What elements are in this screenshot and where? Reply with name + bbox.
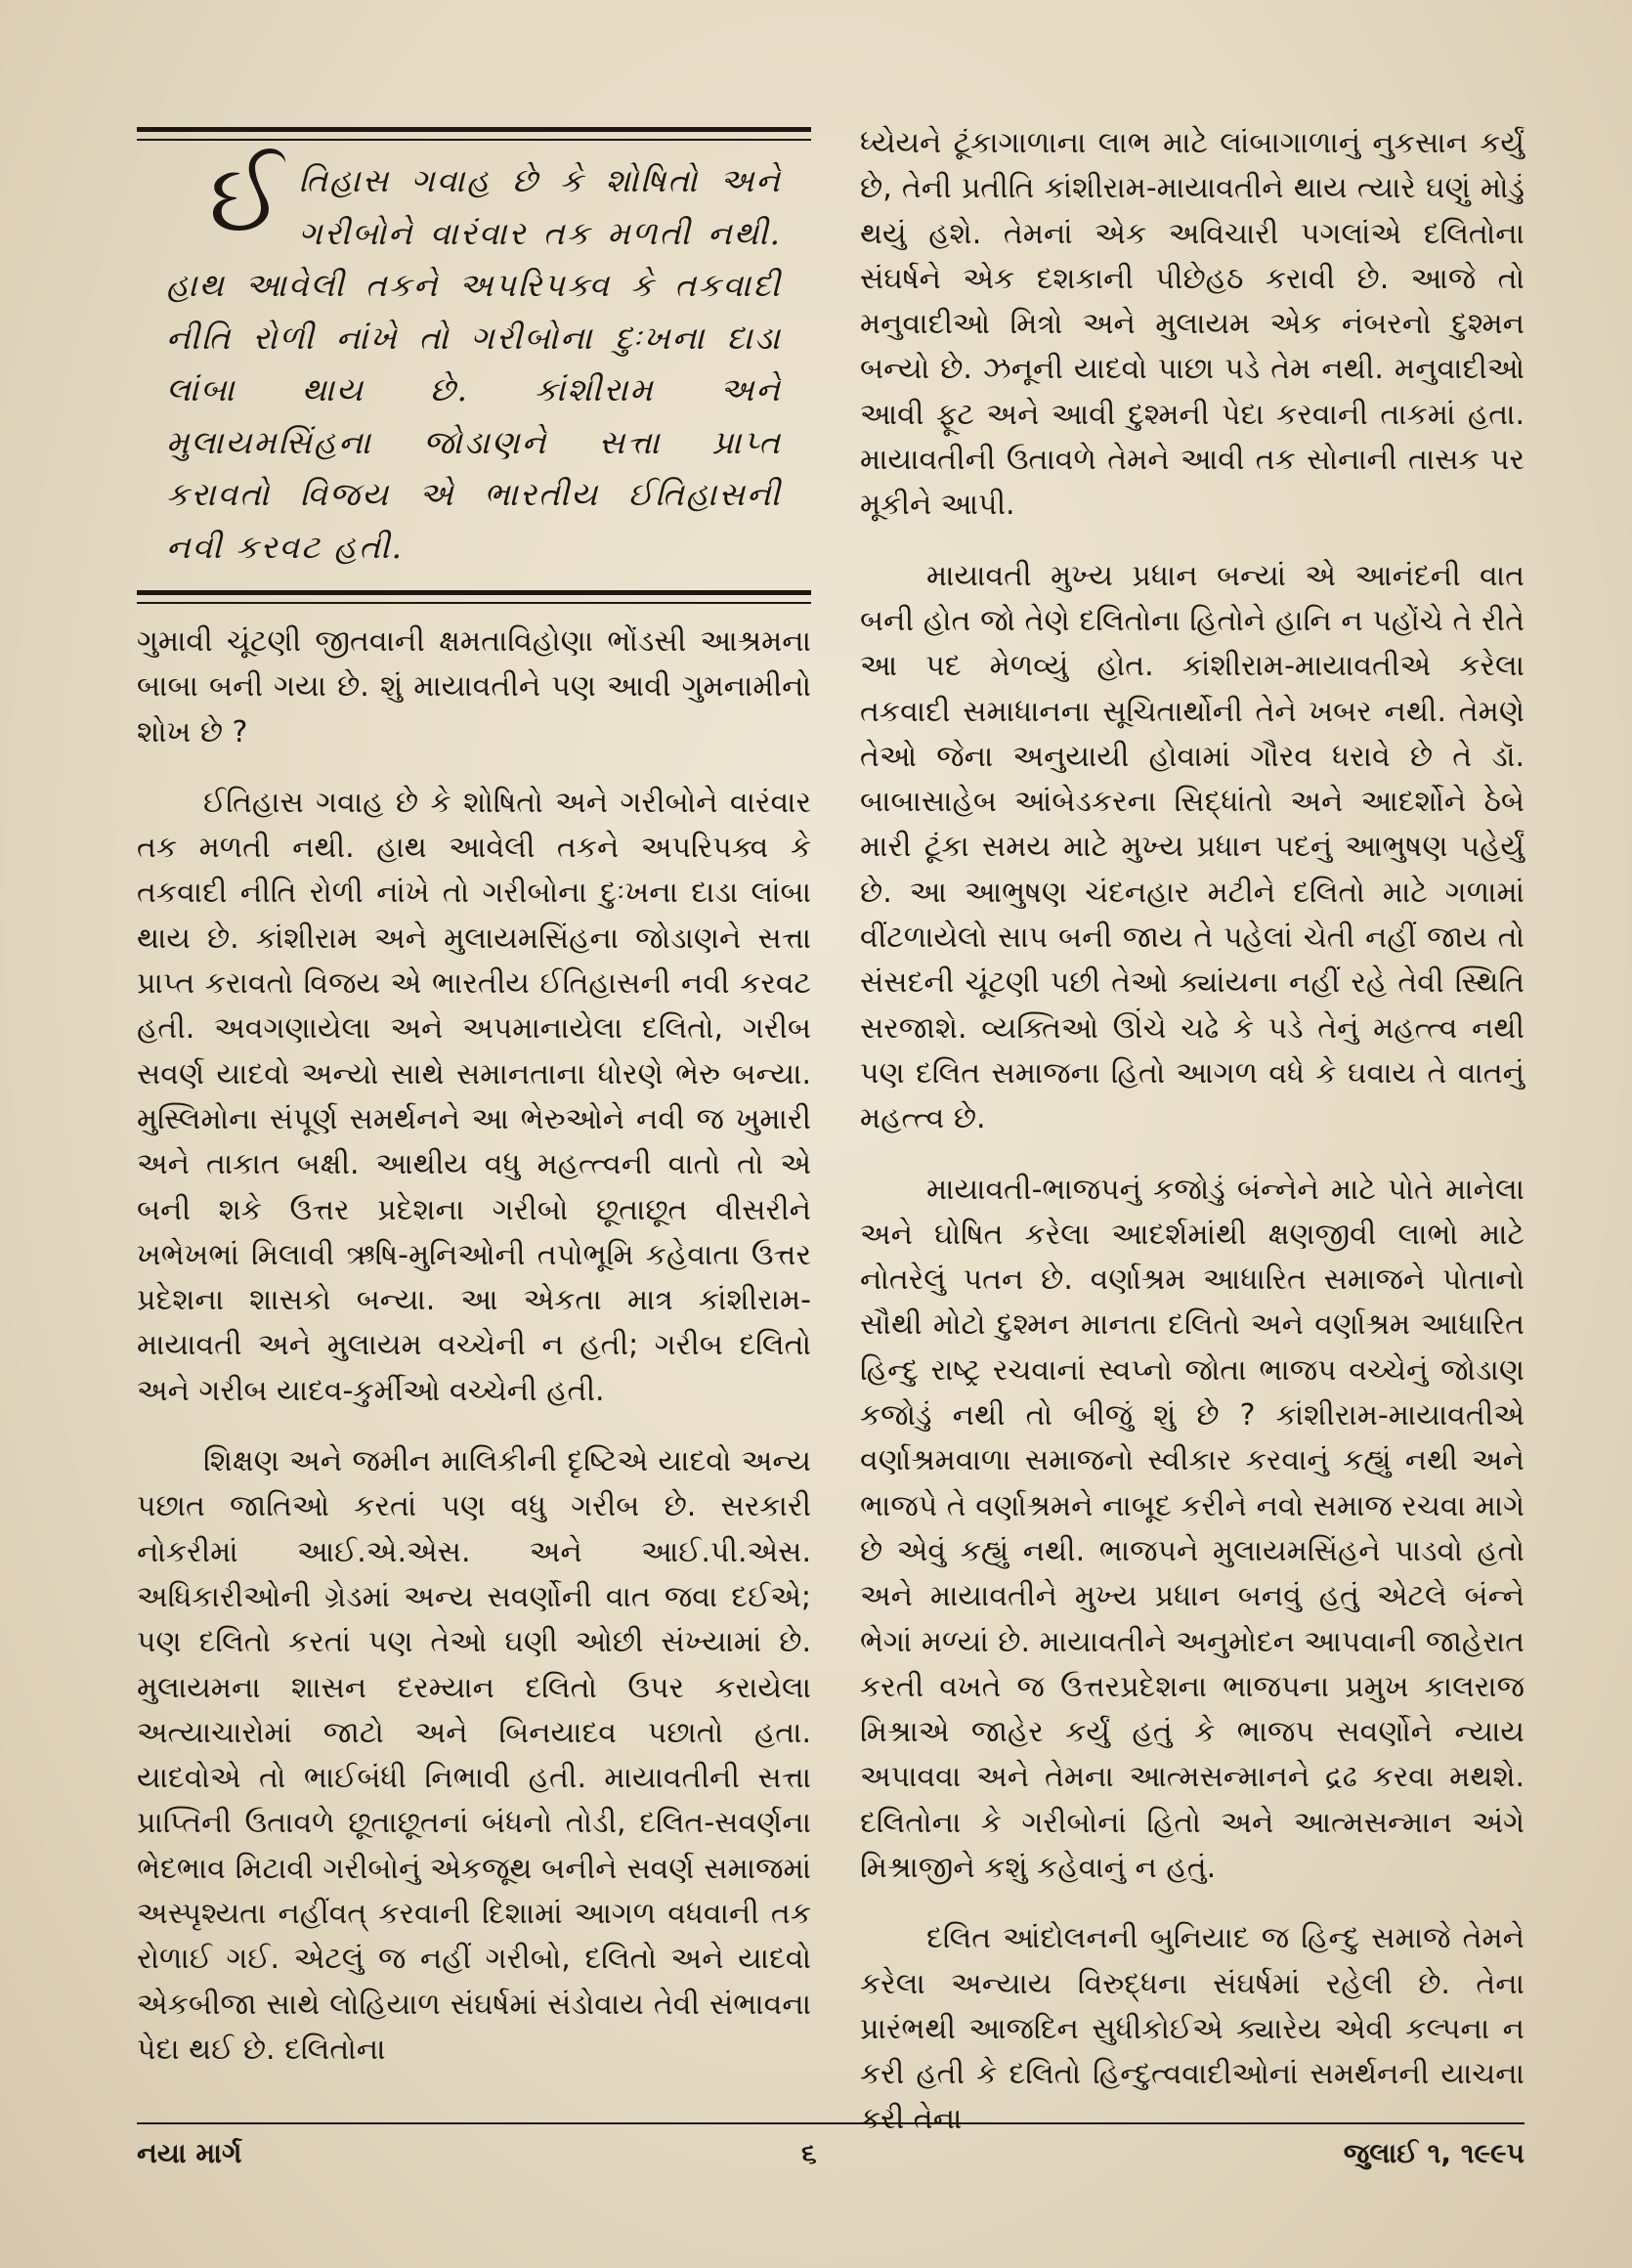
left-column	[137, 127, 811, 2073]
footer-date: જુલાઈ ૧, ૧૯૯૫	[1343, 2137, 1525, 2169]
pullquote-dropcap: ઈ	[209, 143, 285, 254]
right-column	[860, 127, 1525, 2143]
pullquote-bottom-rule	[137, 590, 811, 604]
right-paragraph-2: માયાવતી મુખ્ય પ્રધાન બન્યાં એ આનંદની વાત બની હોત જો તેણે દલિતોના હિતોને હાનિ ન પહોંચે તે રીતે આ પદ મેળવ્યું હોત. કાંશીરામ-માયાવતીએ કરેલા તકવાદી સમાધાનના સૂચિતાર્થોની તેને ખબર નથી. તેમણે તેઓ જેના અનુયાયી હોવામાં ગૌરવ ધરાવે છે તે ડૉ. બાબાસાહેબ આંબેડકરના સિદ્ધાંતો અને આદર્શોને ઠેબે મારી ટૂંકા સમય માટે મુખ્ય પ્રધાન પદનું આભુષણ પહેર્યું છે. આ આભુષણ ચંદનહાર મટીને દલિતો માટે ગળામાં વીંટળાયેલો સાપ બની જાય તે પહેલાં ચેતી નહીં જાય તો સંસદની ચૂંટણી પછી તેઓ ક્યાંયના નહીં રહે તેવી સ્થિતિ સરજાશે. વ્યક્તિઓ ઊંચે ચઢે કે પડે તેનું મહત્ત્વ નથી પણ દલિત સમાજના હિતો આગળ વધે કે ઘવાય તે વાતનું મહત્ત્વ છે.	[860, 558, 1525, 1136]
right-body	[860, 121, 1525, 2143]
footer-publication: નયા માર્ગ	[137, 2137, 242, 2169]
pullquote-text: તિહાસ ગવાહ છે કે શોષિતો અને ગરીબોને વારંવાર તક મળતી નથી. હાથ આવેલી તકને અપરિપક્વ કે તકવાદી નીતિ રોળી નાંખે તો ગરીબોના દુઃખના દાડા લાંબા થાય છે. કાંશીરામ અને મુલાયમસિંહના જોડાણને સત્તા પ્રાપ્ત કરાવતો વિજય એ ભારતીય ઈતિહાસની નવી કરવટ હતી.	[166, 161, 782, 566]
left-paragraph-1: ગુમાવી ચૂંટણી જીતવાની ક્ષમતાવિહોણા ભોંડસી આશ્રમના બાબા બની ગયા છે. શું માયાવતીને પણ આવી ગુમનામીનો શોખ છે ?	[137, 624, 811, 749]
pullquote	[137, 141, 811, 590]
left-paragraph-2: ઈતિહાસ ગવાહ છે કે શોષિતો અને ગરીબોને વારંવાર તક મળતી નથી. હાથ આવેલી તકને અપરિપક્વ કે તકવાદી નીતિ રોળી નાંખે તો ગરીબોના દુઃખના દાડા લાંબા થાય છે. કાંશીરામ અને મુલાયમસિંહના જોડાણને સત્તા પ્રાપ્ત કરાવતો વિજય એ ભારતીય ઈતિહાસની નવી કરવટ હતી. અવગણાયેલા અને અપમાનાયેલા દલિતો, ગરીબ સવર્ણ યાદવો અન્યો સાથે સમાનતાના ધોરણે ભેરુ બન્યા. મુસ્લિમોના સંપૂર્ણ સમર્થનને આ ભેરુઓને નવી જ ખુમારી અને તાકાત બક્ષી. આથીય વધુ મહત્ત્વની વાતો તો એ બની શકે ઉત્તર પ્રદેશના ગરીબો છૂતાછૂત વીસરીને ખભેખભાં મિલાવી ઋષિ-મુનિઓની તપોભૂમિ કહેવાતા ઉત્તર પ્રદેશના શાસકો બન્યા. આ એકતા માત્ર કાંશીરામ-માયાવતી અને મુલાયમ વચ્ચેની ન હતી; ગરીબ દલિતો અને ગરીબ યાદવ-કુર્મીઓ વચ્ચેની હતી.	[137, 785, 811, 1408]
left-paragraph-3: શિક્ષણ અને જમીન માલિકીની દૃષ્ટિએ યાદવો અન્ય પછાત જાતિઓ કરતાં પણ વધુ ગરીબ છે. સરકારી નોકરીમાં આઈ.એ.એસ. અને આઈ.પી.એસ. અધિકારીઓની ગ્રેડમાં અન્ય સવર્ણોની વાત જવા દઈએ; પણ દલિતો કરતાં પણ તેઓ ઘણી ઓછી સંખ્યામાં છે. મુલાયમના શાસન દરમ્યાન દલિતો ઉપર કરાયેલા અત્યાચારોમાં જાટો અને બિનયાદવ પછાતો હતા. યાદવોએ તો ભાઈબંધી નિભાવી હતી. માયાવતીની સત્તા પ્રાપ્તિની ઉતાવળે છૂતાછૂતનાં બંધનો તોડી, દલિત-સવર્ણના ભેદભાવ મિટાવી ગરીબોનું એકજૂથ બનીને સવર્ણ સમાજમાં અસ્પૃશ્યતા નહીંવત્ કરવાની દિશામાં આગળ વધવાની તક રોળાઈ ગઈ. એટલું જ નહીં ગરીબો, દલિતો અને યાદવો એકબીજા સાથે લોહિયાળ સંઘર્ષમાં સંડોવાય તેવી સંભાવના પેદા થઈ છે. દલિતોના	[137, 1444, 811, 2067]
footer-rule	[137, 2122, 1525, 2124]
right-paragraph-1: ધ્યેયને ટૂંકાગાળાના લાભ માટે લાંબાગાળાનું નુકસાન કર્યું છે, તેની પ્રતીતિ કાંશીરામ-માયાવતીને થાય ત્યારે ઘણું મોડું થયું હશે. તેમનાં એક અવિચારી પગલાંએ દલિતોના સંઘર્ષને એક દશકાની પીછેહઠ કરાવી છે. આજે તો મનુવાદીઓ મિત્રો અને મુલાયમ એક નંબરનો દુશ્મન બન્યો છે. ઝનૂની યાદવો પાછા પડે તેમ નથી. મનુવાદીઓ આવી ફૂટ અને આવી દુશ્મની પેદા કરવાની તાકમાં હતા. માયાવતીની ઉતાવળે તેમને આવી તક સોનાની તાસક પર મૂકીને આપી.	[860, 126, 1525, 523]
left-body	[137, 620, 811, 2073]
footer-page-number: ૬	[801, 2137, 817, 2169]
pullquote-top-rule	[137, 127, 811, 141]
right-paragraph-3: માયાવતી-ભાજપનું કજોડું બંન્નેને માટે પોતે માનેલા અને ઘોષિત કરેલા આદર્શમાંથી ક્ષણજીવી લાભો માટે નોતરેલું પતન છે. વર્ણાશ્રમ આધારિત સમાજને પોતાનો સૌથી મોટો દુશ્મન માનતા દલિતો અને વર્ણાશ્રમ આધારિત હિન્દુ રાષ્ટ્ર રચવાનાં સ્વપ્નો જોતા ભાજપ વચ્ચેનું જોડાણ કજોડું નથી તો બીજું શું છે ? કાંશીરામ-માયાવતીએ વર્ણાશ્રમવાળા સમાજનો સ્વીકાર કરવાનું કહ્યું નથી અને ભાજપે તે વર્ણાશ્રમને નાબૂદ કરીને નવો સમાજ રચવા માગે છે એવું કહ્યું નથી. ભાજપને મુલાયમસિંહને પાડવો હતો અને માયાવતીને મુખ્ય પ્રધાન બનવું હતું એટલે બંન્ને ભેગાં મળ્યાં છે. માયાવતીને અનુમોદન આપવાની જાહેરાત કરતી વખતે જ ઉત્તરપ્રદેશના ભાજપના પ્રમુખ કાલરાજ મિશ્રાએ જાહેર કર્યું હતું કે ભાજપ સવર્ણોને ન્યાય અપાવવા અને તેમના આત્મસન્માનને દ્રઢ કરવા મથશે. દલિતોના કે ગરીબોનાં હિતો અને આત્મસન્માન અંગે મિશ્રાજીને કશું કહેવાનું ન હતું.	[860, 1172, 1525, 1885]
right-paragraph-4: દલિત આંદોલનની બુનિયાદ જ હિન્દુ સમાજે તેમને કરેલા અન્યાય વિરુદ્ધના સંઘર્ષમાં રહેલી છે. તેના પ્રારંભથી આજદિન સુધીકોઈએ ક્યારેય એવી કલ્પના ન કરી હતી કે દલિતો હિન્દુત્વવાદીઓનાં સમર્થનની યાચના કરી તેના	[860, 1921, 1525, 2137]
